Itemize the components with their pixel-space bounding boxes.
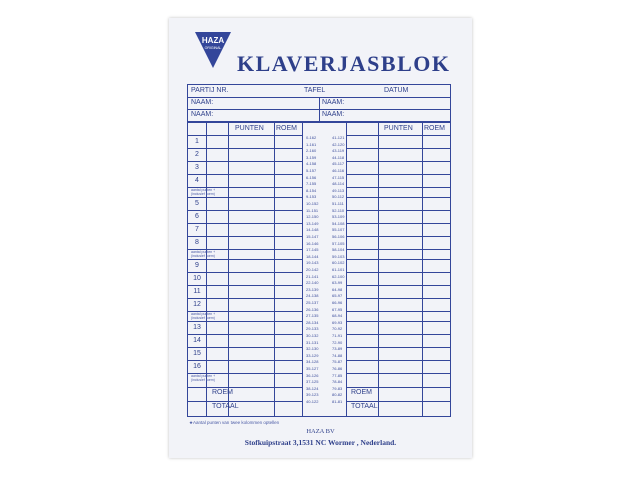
score-left: 3-159 — [306, 154, 317, 160]
score-left: 35-127 — [306, 366, 319, 371]
score-right: 50-112 — [332, 194, 345, 200]
totaal-label-right: TOTAAL — [351, 403, 378, 410]
score-right: 58-104 — [332, 247, 345, 253]
score-right: 63-99 — [332, 280, 343, 286]
naam-label-4: NAAM: — [322, 111, 345, 118]
score-left: 39-123 — [306, 392, 319, 398]
score-left: 15-147 — [306, 234, 319, 239]
score-left: 31-131 — [306, 339, 319, 345]
subtotal-note: aantal punten + (inclusief roem) — [191, 312, 216, 320]
row-number: 15 — [193, 350, 201, 357]
score-left: 12-150 — [306, 214, 319, 220]
score-left: 38-124 — [306, 385, 319, 391]
score-right: 81-81 — [332, 399, 343, 404]
score-left: 10-152 — [306, 201, 319, 206]
row-number: 8 — [195, 239, 199, 246]
score-right: 60-102 — [332, 260, 345, 266]
row-number: 7 — [195, 226, 199, 233]
row-number: 9 — [195, 262, 199, 269]
row-number: 14 — [193, 337, 201, 344]
score-right: 68-94 — [332, 313, 343, 319]
score-right: 76-86 — [332, 366, 343, 371]
company-address: Stofkuipstraat 3,1531 NC Wormer , Nederland. — [244, 438, 397, 447]
score-right: 73-89 — [332, 346, 343, 352]
score-left: 9-153 — [306, 194, 317, 200]
punten-header-right: PUNTEN — [384, 125, 413, 132]
score-left: 26-136 — [306, 306, 319, 312]
roem-total-label-right: ROEM — [351, 389, 372, 396]
score-left: 0-162 — [306, 135, 317, 140]
row-number: 1 — [195, 138, 199, 145]
score-left: 8-154 — [306, 187, 317, 193]
company-name: HAZA BV — [306, 428, 335, 435]
score-left: 30-132 — [306, 333, 319, 338]
score-left: 27-135 — [306, 313, 319, 319]
row-number: 13 — [193, 324, 201, 331]
score-right: 52-110 — [332, 207, 345, 213]
roem-total-label-left: ROEM — [212, 389, 233, 396]
score-left: 20-142 — [306, 267, 319, 272]
datum-label: DATUM — [384, 87, 409, 94]
score-right: 61-101 — [332, 267, 345, 272]
subtotal-note: aantal punten + (inclusief roem) — [191, 250, 216, 258]
score-left: 29-133 — [306, 326, 319, 332]
score-right: 46-116 — [332, 168, 345, 173]
score-right: 41-121 — [332, 135, 345, 140]
score-left: 22-140 — [306, 280, 319, 286]
score-right: 79-83 — [332, 385, 343, 391]
row-number: 2 — [195, 151, 199, 158]
score-right: 55-107 — [332, 227, 345, 233]
score-left: 14-148 — [306, 227, 319, 233]
score-left: 23-139 — [306, 286, 319, 292]
subtotal-note: aantal punten + (inclusief roem) — [191, 374, 216, 382]
row-number: 10 — [193, 275, 201, 282]
logo-subtext: ORIGINAL — [204, 46, 222, 50]
header-box — [187, 84, 451, 122]
row-number: 3 — [195, 164, 199, 171]
score-left: 2-160 — [306, 148, 317, 154]
score-left: 18-144 — [306, 253, 319, 259]
naam-label-3: NAAM: — [191, 111, 214, 118]
logo-text: HAZA — [201, 36, 225, 45]
score-right: 80-82 — [332, 392, 343, 398]
roem-header-right: ROEM — [424, 125, 445, 132]
score-left: 7-155 — [306, 181, 317, 187]
tafel-label: TAFEL — [304, 87, 326, 94]
score-left: 24-138 — [306, 293, 319, 299]
row-number: 11 — [193, 288, 201, 295]
score-right: 59-103 — [332, 253, 345, 259]
score-left: 4-158 — [306, 161, 317, 167]
punten-header-left: PUNTEN — [235, 125, 264, 132]
row-number: 5 — [195, 200, 199, 207]
score-right: 53-109 — [332, 214, 345, 220]
score-left: 37-125 — [306, 379, 319, 385]
score-left: 28-134 — [306, 319, 319, 325]
score-left: 11-151 — [306, 207, 319, 213]
naam-label-1: NAAM: — [191, 99, 214, 106]
score-right: 75-87 — [332, 359, 343, 365]
score-right: 42-120 — [332, 141, 345, 147]
score-right: 44-118 — [332, 154, 345, 160]
row-number: 16 — [193, 363, 201, 370]
score-left: 17-145 — [306, 247, 319, 253]
footer-note: ★Aantal punten van twee kolommen optellen — [189, 420, 280, 425]
score-right: 54-108 — [332, 220, 345, 226]
score-left: 16-146 — [306, 240, 319, 246]
score-right: 56-106 — [332, 234, 345, 239]
score-right: 51-111 — [332, 201, 344, 206]
score-grid — [187, 122, 451, 417]
score-right: 65-97 — [332, 293, 343, 299]
score-left: 40-122 — [306, 399, 319, 404]
score-right: 78-84 — [332, 379, 343, 385]
score-right: 64-98 — [332, 286, 343, 292]
score-right: 72-90 — [332, 339, 343, 345]
haza-logo — [193, 30, 233, 70]
row-number: 4 — [195, 177, 199, 184]
score-left: 1-161 — [306, 141, 317, 147]
score-left: 33-129 — [306, 352, 319, 358]
score-right: 45-117 — [332, 161, 345, 167]
page-title: KLAVERJASBLOK — [237, 51, 451, 76]
score-right: 48-114 — [332, 181, 345, 187]
totaal-label-left: TOTAAL — [212, 403, 239, 410]
score-right: 71-91 — [332, 333, 343, 338]
subtotal-note: aantal punten + (inclusief roem) — [191, 188, 216, 196]
row-number: 6 — [195, 213, 199, 220]
score-right: 57-105 — [332, 240, 345, 246]
score-right: 70-92 — [332, 326, 343, 332]
score-right: 74-88 — [332, 352, 343, 358]
score-right: 43-119 — [332, 148, 345, 154]
score-right: 49-113 — [332, 187, 345, 193]
score-right: 66-96 — [332, 300, 343, 305]
naam-label-2: NAAM: — [322, 99, 345, 106]
score-right: 62-100 — [332, 273, 345, 279]
score-right: 77-85 — [332, 372, 343, 378]
score-left: 36-126 — [306, 372, 319, 378]
score-left: 19-143 — [306, 260, 319, 266]
score-left: 5-157 — [306, 168, 317, 173]
score-right: 69-93 — [332, 319, 343, 325]
partij-label: PARTIJ NR. — [191, 87, 229, 94]
score-left: 6-156 — [306, 174, 317, 180]
score-right: 47-115 — [332, 174, 345, 180]
score-left: 21-141 — [306, 273, 319, 279]
score-left: 25-137 — [306, 300, 319, 305]
roem-header-left: ROEM — [276, 125, 297, 132]
row-number: 12 — [193, 301, 201, 308]
score-right: 67-95 — [332, 306, 343, 312]
scoresheet — [169, 18, 472, 458]
score-left: 34-128 — [306, 359, 319, 365]
score-left: 32-130 — [306, 346, 319, 352]
score-left: 13-149 — [306, 220, 319, 226]
